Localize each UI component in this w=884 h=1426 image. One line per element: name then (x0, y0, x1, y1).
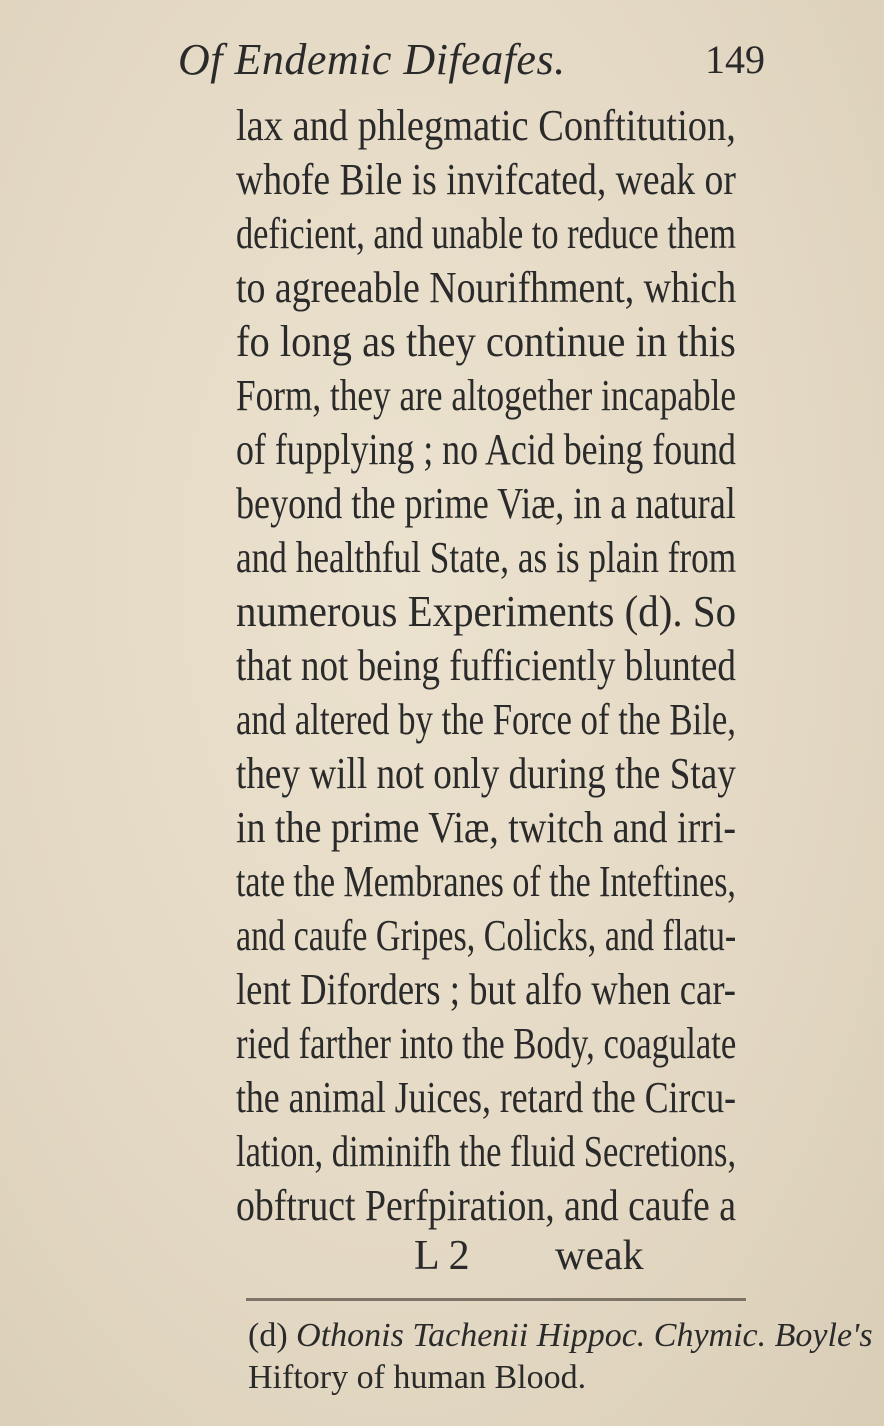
text-line: obftruct Perfpiration, and caufe a (236, 1181, 736, 1230)
catchword: weak (555, 1233, 644, 1279)
footnote-line-1 (248, 1314, 873, 1358)
text-line: lation, diminifh the fluid Secretions, (236, 1127, 737, 1176)
page-number: 149 (705, 37, 765, 82)
footnote-mark: (d) (248, 1317, 288, 1354)
text-line: fo long as they continue in this (236, 317, 736, 366)
text-line: the animal Juices, retard the Circu- (236, 1073, 737, 1122)
text-line: in the prime Viæ, twitch and irri- (236, 803, 737, 852)
footnote-rule (246, 1298, 746, 1301)
running-title: Of Endemic Difeafes. (178, 35, 566, 84)
text-line: and healthful State, as is plain from (236, 533, 737, 582)
text-line: to agreeable Nourifhment, which (236, 263, 737, 312)
text-line: they will not only during the Stay (236, 749, 736, 798)
text-line: of fupplying ; no Acid being found (236, 425, 737, 474)
footnote-citation: Othonis Tachenii Hippoc. Chymic. Boyle's (296, 1317, 873, 1354)
signature-row (0, 1232, 800, 1292)
text-line: ried farther into the Body, coagulate (236, 1019, 737, 1068)
page-header (0, 34, 800, 94)
text-line: beyond the prime Viæ, in a natural (236, 479, 736, 528)
signature-mark: L 2 (414, 1233, 470, 1279)
text-line: and caufe Gripes, Colicks, and flatu- (236, 911, 737, 960)
text-line: deficient, and unable to reduce them (236, 209, 736, 258)
text-line: lent Diforders ; but alfo when car- (236, 965, 736, 1014)
text-line: Form, they are altogether incapable (236, 371, 737, 420)
text-line: that not being fufficiently blunted (236, 641, 736, 690)
text-line: and altered by the Force of the Bile, (236, 695, 736, 744)
text-line: tate the Membranes of the Inteftines, (236, 857, 736, 906)
text-line: lax and phlegmatic Conftitution, (236, 101, 736, 150)
text-line: numerous Experiments (d). So (236, 587, 737, 636)
footnote-line-2 (248, 1356, 586, 1400)
footnote-continuation: Hiftory of human Blood. (248, 1359, 587, 1396)
text-line: whofe Bile is invifcated, weak or (236, 155, 736, 204)
